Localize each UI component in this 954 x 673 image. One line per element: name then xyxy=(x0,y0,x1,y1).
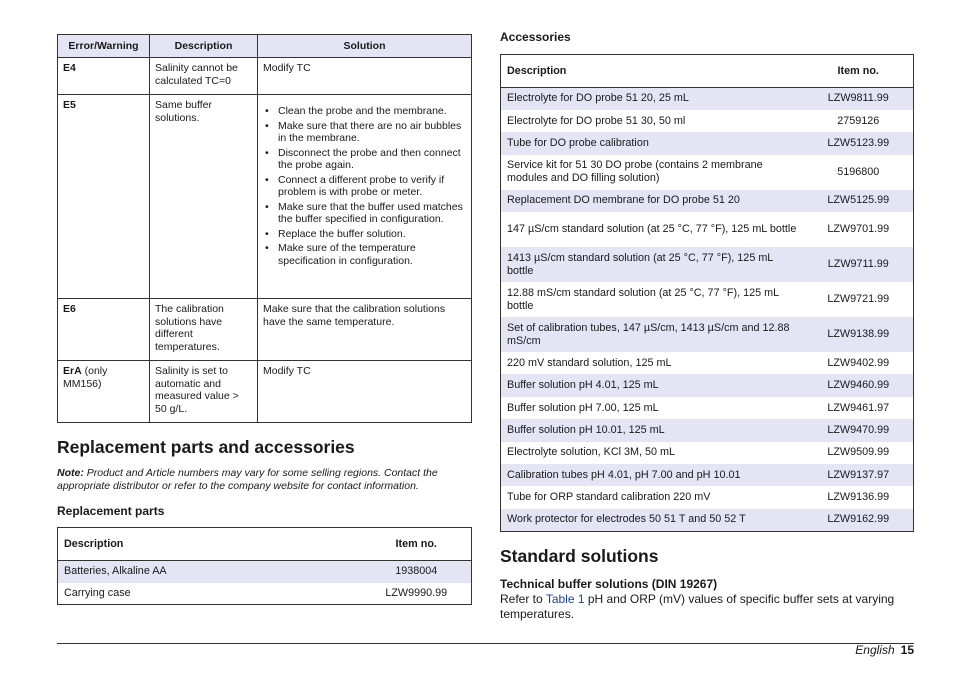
list-item: • Make sure that there are no air bubbles in the membrane. xyxy=(263,120,466,145)
accessories-table xyxy=(500,54,914,532)
standard-solutions-paragraph xyxy=(500,592,914,622)
page-footer xyxy=(855,643,914,657)
note-text: Product and Article numbers may vary for some selling regions. Contact the appropriate distributor or refer to the company website for contact information. xyxy=(57,467,438,492)
table-row xyxy=(501,212,914,247)
list-item: • Make sure that the buffer used matches the buffer specified in configuration. xyxy=(263,201,466,226)
accessory-description: 147 µS/cm standard solution (at 25 °C, 77 °F), 125 mL bottle xyxy=(507,223,797,236)
accessory-item-number: LZW9138.99 xyxy=(804,317,914,352)
table-header-row xyxy=(58,528,472,561)
error-code-cell xyxy=(58,361,150,423)
note-paragraph xyxy=(57,467,472,493)
table-row xyxy=(58,583,472,605)
accessory-description: Work protector for electrodes 50 51 T and 50 52 T xyxy=(501,509,804,531)
accessory-item-number: LZW9402.99 xyxy=(827,356,890,369)
accessory-description: Electrolyte solution, KCl 3M, 50 mL xyxy=(507,446,676,459)
accessories-header-description: Description xyxy=(501,55,804,88)
left-column xyxy=(57,34,472,605)
replacement-parts-title: Replacement parts xyxy=(57,504,165,518)
table-row xyxy=(58,58,472,95)
table-row xyxy=(58,95,472,299)
accessory-description: Service kit for 51 30 DO probe (contains 2 membrane modules and DO filling solution) xyxy=(507,159,763,185)
section-title-replacement: Replacement parts and accessories xyxy=(57,437,355,457)
note-label: Note: xyxy=(57,467,84,479)
technical-buffer-title: Technical buffer solutions (DIN 19267) xyxy=(500,576,718,591)
table-header-row xyxy=(501,55,914,88)
error-solution-list xyxy=(258,95,472,299)
accessory-item-number: LZW5125.99 xyxy=(804,190,914,212)
table-row xyxy=(501,247,914,282)
parts-header-item: Item no. xyxy=(362,528,472,561)
part-item-number: LZW9990.99 xyxy=(385,586,448,599)
accessory-item-number: LZW9711.99 xyxy=(804,247,914,282)
accessory-item-number: LZW9721.99 xyxy=(827,293,890,306)
table-1-link[interactable]: Table 1 xyxy=(545,591,585,606)
footer-language: English xyxy=(855,643,895,657)
accessory-item-number: LZW5123.99 xyxy=(804,132,914,154)
error-code: E5 xyxy=(58,95,150,299)
page-number: 15 xyxy=(900,643,914,657)
accessory-item-number: LZW9162.99 xyxy=(804,509,914,531)
table-row xyxy=(501,317,914,352)
accessory-item-number: LZW9701.99 xyxy=(827,223,890,236)
error-table xyxy=(57,34,472,423)
accessory-description: Buffer solution pH 4.01, 125 mL xyxy=(501,374,804,396)
accessory-item-number: 5196800 xyxy=(837,165,880,178)
table-row xyxy=(501,509,914,531)
accessories-title: Accessories xyxy=(500,30,571,44)
accessories-body xyxy=(501,88,914,532)
error-description: Salinity is set to automatic and measured value > 50 g/L. xyxy=(150,361,258,423)
accessory-description: Electrolyte for DO probe 51 30, 50 ml xyxy=(507,114,686,127)
error-table-header-solution: Solution xyxy=(258,35,472,58)
accessory-item-number: LZW9811.99 xyxy=(804,88,914,110)
table-row xyxy=(501,442,914,464)
error-code-suffix: (only MM156) xyxy=(63,365,108,390)
error-code: E4 xyxy=(58,58,150,95)
error-table-header-error: Error/Warning xyxy=(58,35,150,58)
list-item: • Replace the buffer solution. xyxy=(263,228,466,241)
table-row xyxy=(501,88,914,110)
table-row xyxy=(501,110,914,132)
list-item: • Clean the probe and the membrane. xyxy=(263,105,466,118)
accessories-header-item: Item no. xyxy=(804,55,914,88)
error-table-header-description: Description xyxy=(150,35,258,58)
table-row xyxy=(58,561,472,583)
table-row xyxy=(501,397,914,419)
list-item: • Disconnect the probe and then connect the probe again. xyxy=(263,147,466,172)
part-description: Batteries, Alkaline AA xyxy=(58,561,362,583)
accessory-description: 1413 µS/cm standard solution (at 25 °C, 77 °F), 125 mL bottle xyxy=(501,247,804,282)
error-code: ErA xyxy=(63,365,82,377)
right-column xyxy=(500,30,914,622)
accessory-item-number: 2759126 xyxy=(837,114,880,127)
paragraph-text: pH and ORP (mV) values of specific buffer sets at varying temperatures. xyxy=(500,591,895,621)
accessory-description: Replacement DO membrane for DO probe 51 20 xyxy=(501,190,804,212)
accessory-item-number: LZW9460.99 xyxy=(804,374,914,396)
table-row xyxy=(501,374,914,396)
part-item-number: 1938004 xyxy=(362,561,472,583)
accessory-description: Calibration tubes pH 4.01, pH 7.00 and pH 10.01 xyxy=(501,464,804,486)
accessory-item-number: LZW9470.99 xyxy=(804,419,914,441)
error-solution: Modify TC xyxy=(258,58,472,95)
accessory-item-number: LZW9137.97 xyxy=(804,464,914,486)
error-description: Same buffer solutions. xyxy=(150,95,258,299)
table-row xyxy=(501,352,914,374)
accessory-description: Buffer solution pH 10.01, 125 mL xyxy=(501,419,804,441)
accessory-description: 12.88 mS/cm standard solution (at 25 °C, 77 °F), 125 mL bottle xyxy=(507,286,779,312)
accessory-description: Set of calibration tubes, 147 µS/cm, 1413 µS/cm and 12.88 mS/cm xyxy=(501,317,804,352)
accessory-description: 220 mV standard solution, 125 mL xyxy=(507,356,672,369)
table-row xyxy=(501,486,914,508)
table-row xyxy=(58,299,472,361)
error-description: Salinity cannot be calculated TC=0 xyxy=(150,58,258,95)
table-row xyxy=(501,419,914,441)
error-solution: Make sure that the calibration solutions have the same temperature. xyxy=(258,299,472,361)
error-code: E6 xyxy=(58,299,150,361)
list-item: • Connect a different probe to verify if problem is with probe or meter. xyxy=(263,174,466,199)
list-item: • Make sure of the temperature specification in configuration. xyxy=(263,242,466,267)
accessory-description: Buffer solution pH 7.00, 125 mL xyxy=(507,401,659,414)
accessory-item-number: LZW9509.99 xyxy=(827,446,890,459)
accessory-item-number: LZW9136.99 xyxy=(827,491,890,504)
part-description: Carrying case xyxy=(64,586,131,599)
replacement-parts-table xyxy=(57,527,472,605)
table-row xyxy=(58,361,472,423)
table-row xyxy=(501,282,914,317)
table-row xyxy=(501,464,914,486)
accessory-description: Electrolyte for DO probe 51 20, 25 mL xyxy=(501,88,804,110)
error-description: The calibration solutions have different temperatures. xyxy=(150,299,258,361)
accessory-description: Tube for DO probe calibration xyxy=(501,132,804,154)
paragraph-text: Refer to xyxy=(500,591,546,606)
accessory-description: Tube for ORP standard calibration 220 mV xyxy=(507,491,711,504)
table-row xyxy=(501,155,914,190)
parts-header-description: Description xyxy=(58,528,362,561)
table-row xyxy=(501,190,914,212)
error-solution: Modify TC xyxy=(258,361,472,423)
footer-divider xyxy=(57,643,914,644)
accessory-item-number: LZW9461.97 xyxy=(827,401,890,414)
table-row xyxy=(501,132,914,154)
section-title-standard-solutions: Standard solutions xyxy=(500,545,659,566)
